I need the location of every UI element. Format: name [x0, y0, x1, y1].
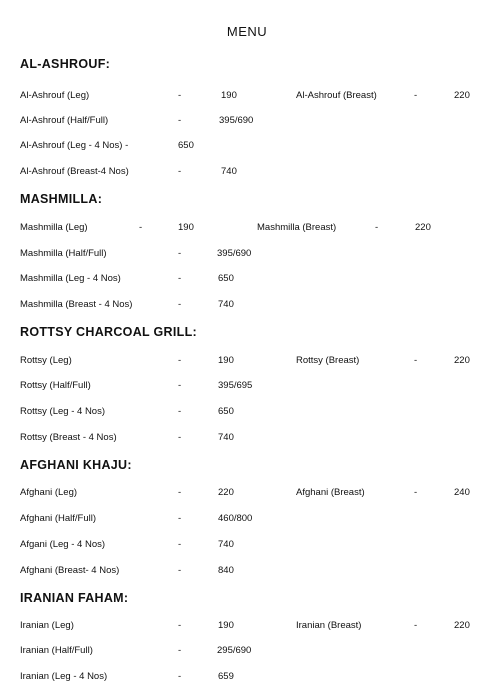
item-price: 650 [218, 273, 234, 284]
section-heading-al-ashrouf: AL-ASHROUF: [20, 57, 111, 71]
item-name: Al-Ashrouf (Leg - 4 Nos) - [20, 140, 129, 151]
item-name: Rottsy (Leg) [20, 355, 72, 366]
item-name: Iranian (Half/Full) [20, 645, 93, 656]
item-name: Rottsy (Half/Full) [20, 380, 91, 391]
item-name-secondary: Al-Ashrouf (Breast) [296, 90, 377, 101]
item-name: Mashmilla (Leg - 4 Nos) [20, 273, 121, 284]
item-name: Rottsy (Breast - 4 Nos) [20, 432, 117, 443]
item-price-secondary: 220 [415, 222, 431, 233]
item-name: Afghani (Half/Full) [20, 513, 97, 524]
item-price: 295/690 [217, 645, 252, 656]
item-price: 650 [218, 406, 234, 417]
section-heading-iranian-faham: IRANIAN FAHAM: [20, 591, 129, 605]
item-name: Iranian (Leg - 4 Nos) [20, 671, 108, 682]
item-name: Al-Ashrouf (Half/Full) [20, 115, 109, 126]
separator-dash: - [178, 166, 182, 177]
item-price: 740 [218, 299, 234, 310]
item-name-secondary: Mashmilla (Breast) [257, 222, 337, 233]
item-price: 740 [218, 432, 234, 443]
item-price: 190 [218, 355, 234, 366]
section-heading-rottsy: ROTTSY CHARCOAL GRILL: [20, 325, 197, 339]
separator-dash: - [178, 565, 182, 576]
separator-dash: - [414, 355, 418, 366]
item-price-secondary: 220 [454, 620, 470, 631]
item-price: 659 [218, 671, 234, 682]
section-heading-afghani-khaju: AFGHANI KHAJU: [20, 458, 132, 472]
item-price: 395/690 [219, 115, 254, 126]
section-heading-mashmilla: MASHMILLA: [20, 192, 103, 206]
item-name-secondary: Iranian (Breast) [296, 620, 362, 631]
separator-dash: - [178, 90, 182, 101]
item-price-secondary: 220 [454, 90, 470, 101]
separator-dash: - [414, 90, 418, 101]
item-name: Al-Ashrouf (Leg) [20, 90, 90, 101]
separator-dash: - [178, 513, 182, 524]
item-price: 395/690 [217, 248, 252, 259]
item-price: 395/695 [218, 380, 253, 391]
separator-dash: - [178, 115, 182, 126]
separator-dash: - [178, 273, 182, 284]
separator-dash: - [178, 432, 182, 443]
separator-dash: - [178, 380, 182, 391]
separator-dash: - [178, 539, 182, 550]
item-name: Rottsy (Leg - 4 Nos) [20, 406, 105, 417]
item-price: 190 [218, 620, 234, 631]
item-price: 460/800 [218, 513, 253, 524]
item-price: 650 [178, 140, 194, 151]
item-name: Mashmilla (Half/Full) [20, 248, 107, 259]
item-name: Mashmilla (Breast - 4 Nos) [20, 299, 133, 310]
item-price: 220 [218, 487, 234, 498]
separator-dash: - [139, 222, 143, 233]
item-price: 740 [218, 539, 234, 550]
separator-dash: - [178, 299, 182, 310]
separator-dash: - [178, 406, 182, 417]
separator-dash: - [414, 487, 418, 498]
separator-dash: - [414, 620, 418, 631]
item-price-secondary: 240 [454, 487, 470, 498]
item-name: Afghani (Leg) [20, 487, 78, 498]
item-price: 190 [221, 90, 237, 101]
separator-dash: - [178, 620, 182, 631]
separator-dash: - [178, 248, 182, 259]
item-name: Iranian (Leg) [20, 620, 74, 631]
item-price: 190 [178, 222, 194, 233]
item-price: 740 [221, 166, 237, 177]
separator-dash: - [178, 671, 182, 682]
item-price-secondary: 220 [454, 355, 470, 366]
separator-dash: - [178, 645, 182, 656]
item-name: Mashmilla (Leg) [20, 222, 88, 233]
item-name: Afgani (Leg - 4 Nos) [20, 539, 106, 550]
separator-dash: - [178, 355, 182, 366]
separator-dash: - [178, 487, 182, 498]
item-price: 840 [218, 565, 234, 576]
item-name-secondary: Afghani (Breast) [296, 487, 365, 498]
menu-title: MENU [226, 24, 268, 39]
item-name: Afghani (Breast- 4 Nos) [20, 565, 120, 576]
item-name: Al-Ashrouf (Breast-4 Nos) [20, 166, 129, 177]
item-name-secondary: Rottsy (Breast) [296, 355, 360, 366]
separator-dash: - [375, 222, 379, 233]
